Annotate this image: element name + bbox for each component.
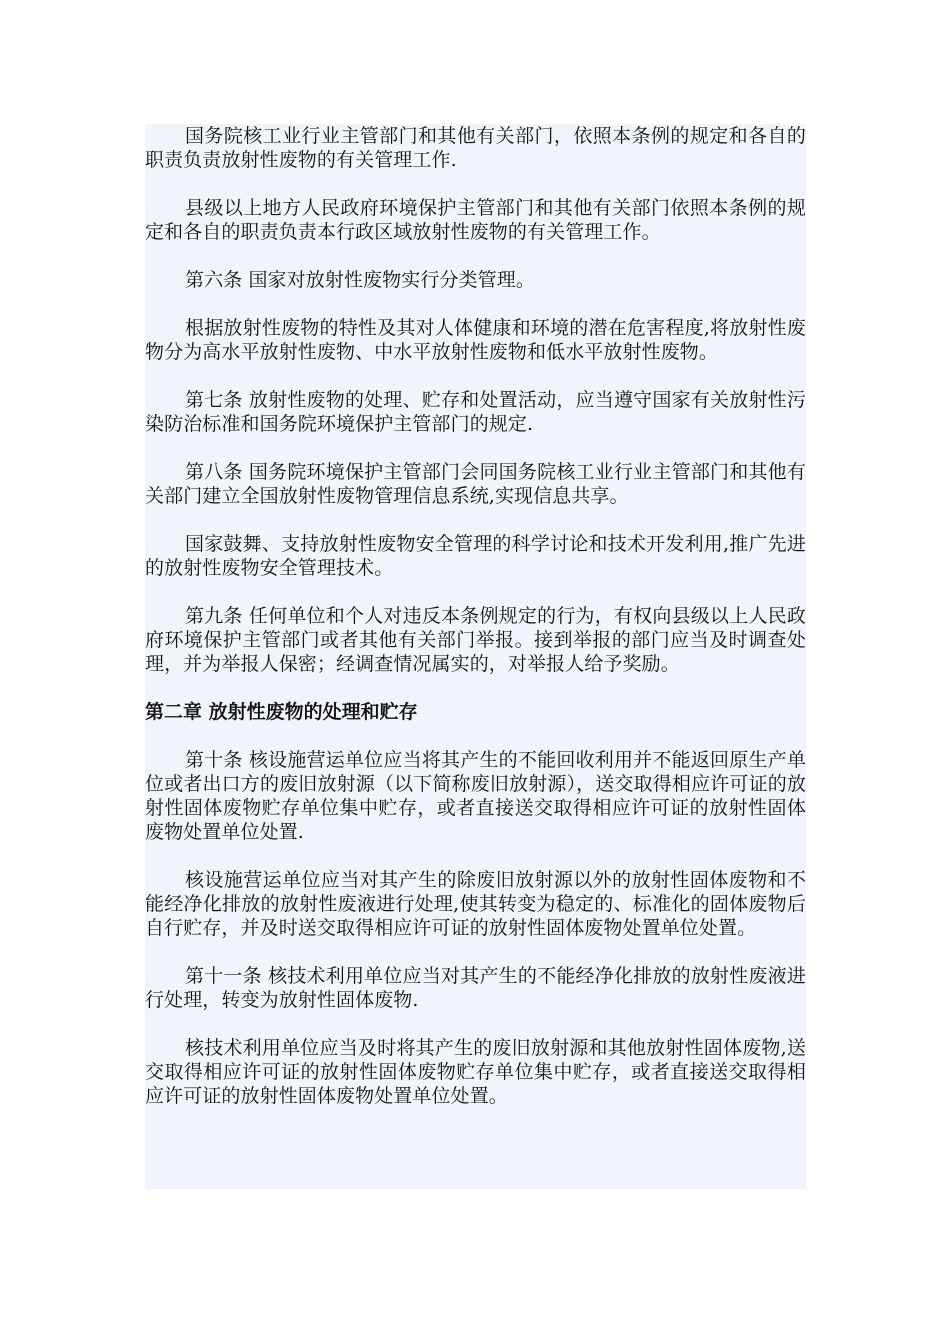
article-10: 第十条 核设施营运单位应当将其产生的不能回收利用并不能返回原生产单位或者出口方的废旧放射源（以下简称废旧放射源），送交取得相应许可证的放射性固体废物贮存单位集中贮存，或者直接送交取得相应许可证的放射性固体废物处置单位处置. <box>145 749 806 843</box>
document-page <box>145 124 806 1189</box>
paragraph-4: 根据放射性废物的特性及其对人体健康和环境的潜在危害程度,将放射性废物分为高水平放射性废物、中水平放射性废物和低水平放射性废物。 <box>145 317 806 363</box>
paragraph-2: 县级以上地方人民政府环境保护主管部门和其他有关部门依照本条例的规定和各自的职责负责本行政区域放射性废物的有关管理工作。 <box>145 197 806 243</box>
chapter-paragraph-2: 核设施营运单位应当对其产生的除废旧放射源以外的放射性固体废物和不能经净化排放的放射性废液进行处理,使其转变为稳定的、标准化的固体废物后自行贮存，并及时送交取得相应许可证的放射性固体废物处置单位处置。 <box>145 869 806 939</box>
article-8: 第八条 国务院环境保护主管部门会同国务院核工业行业主管部门和其他有关部门建立全国放射性废物管理信息系统,实现信息共享。 <box>145 461 806 507</box>
article-6: 第六条 国家对放射性废物实行分类管理。 <box>185 269 535 291</box>
paragraph-7: 国家鼓舞、支持放射性废物安全管理的科学讨论和技术开发利用,推广先进的放射性废物安全管理技术。 <box>145 533 806 579</box>
paragraph-1: 国务院核工业行业主管部门和其他有关部门，依照本条例的规定和各自的职责负责放射性废物的有关管理工作. <box>145 125 806 171</box>
article-9: 第九条 任何单位和个人对违反本条例规定的行为，有权向县级以上人民政府环境保护主管部门或者其他有关部门举报。接到举报的部门应当及时调查处理，并为举报人保密；经调查情况属实的，对举报人给予奖励。 <box>145 605 806 675</box>
article-7: 第七条 放射性废物的处理、贮存和处置活动，应当遵守国家有关放射性污染防治标准和国务院环境保护主管部门的规定. <box>145 389 806 435</box>
article-11: 第十一条 核技术利用单位应当对其产生的不能经净化排放的放射性废液进行处理，转变为放射性固体废物. <box>145 965 806 1011</box>
chapter-2-title: 第二章 放射性废物的处理和贮存 <box>145 701 418 723</box>
chapter-paragraph-4: 核技术利用单位应当及时将其产生的废旧放射源和其他放射性固体废物,送交取得相应许可证的放射性固体废物贮存单位集中贮存，或者直接送交取得相应许可证的放射性固体废物处置单位处置。 <box>145 1037 806 1107</box>
